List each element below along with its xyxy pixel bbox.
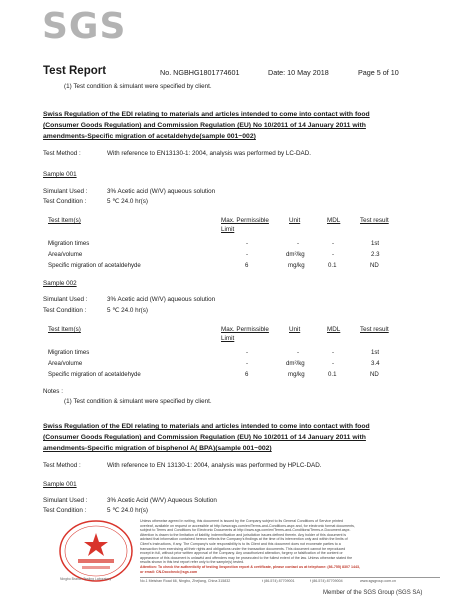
footer-fax: f (86-574) 87709004 [310,579,343,583]
sgs-logo: SGS [42,6,127,47]
simulant-label: Simulant Used : [43,497,88,504]
section2-heading [43,421,423,454]
heading-line: amendments-Specific migration of bisphenol A( BPA)(sample 001~002) [43,445,272,452]
footer-attention-email: or email: CN.Doccheck@sgs.com [140,569,198,574]
cell-result: 2.3 [371,251,380,258]
notes-label: Notes : [43,388,63,395]
cell-item: Migration times [48,240,90,247]
simulant-value: 3% Acetic Acid (W/V) Aqueous Solution [107,497,217,504]
method-label: Test Method : [43,462,81,469]
footer-line: advised that information contained hereon reflects the Company's findings at the time of its intervention only and within the limits of [140,537,348,542]
cell-item: Specific migration of acetaldehyde [48,371,141,378]
cell-result: ND [370,262,379,269]
condition-value: 5 ℃ 24.0 hr(s) [107,307,149,314]
cell-mpl: 6 [245,371,249,378]
footer-line: except in full, without prior written approval of the Company. Any unauthorized alteration, forgery or falsification of the content or [140,551,343,556]
cell-mpl: 6 [245,262,249,269]
heading-line: (Consumer Goods Regulation) and Commission Regulation (EU) No 10/2011 of 14 January 2011 with [43,122,366,129]
cell-mdl: - [332,251,335,258]
cell-unit: dm²/kg [286,360,305,367]
sample-title: Sample 001 [43,481,77,488]
cell-unit: dm²/kg [286,251,305,258]
col-header-item: Test Item(s) [48,326,81,333]
footer-disclaimer [140,519,440,574]
footer-line: appearance of this document is unlawful and offenders may be prosecuted to the fullest extent of the law. Unless otherwise stated the [140,555,353,560]
heading-line: Swiss Regulation of the EDI relating to materials and articles intended to come into contact with food [43,423,370,430]
cell-unit: - [297,240,300,247]
col-header-mpl: Max. Permissible [221,217,269,224]
cell-mdl: - [332,349,335,356]
footer-divider [140,577,440,578]
cell-item: Migration times [48,349,90,356]
cell-unit: - [297,349,300,356]
cell-mpl: - [246,349,249,356]
report-date: Date: 10 May 2018 [268,68,329,77]
col-header-result: Test result [360,217,389,224]
simulant-label: Simulant Used : [43,188,88,195]
cell-mpl: - [246,251,249,258]
col-header-mpl: Max. Permissible [221,326,269,333]
condition-value: 5 ℃ 24.0 hr(s) [107,507,149,514]
heading-line: amendments-Specific migration of acetaldehyde(sample 001~002) [43,133,256,140]
section1-heading [43,109,423,142]
condition-label: Test Condition : [43,307,87,314]
footer-attention: Attention: To check the authenticity of testing /inspection report & certificate, please contact us at telephone: (86-755) 8307 1443, [140,564,361,569]
page-number: Page 5 of 10 [358,68,399,77]
report-title: Test Report [43,65,107,77]
cell-mpl: - [246,240,249,247]
method-label: Test Method : [43,150,81,157]
footer-tel: t (86-574) 87709001 [262,579,295,583]
method-value: With reference to EN13130-1: 2004, analysis was performed by LC-DAD. [107,150,312,157]
col-header-unit: Unit [289,326,301,333]
heading-line: (Consumer Goods Regulation) and Commission Regulation (EU) No 10/2011 of 14 January 2011 with [43,434,366,441]
cell-result: 3.4 [371,360,380,367]
footer-website: www.sgsgroup.com.cn [360,579,396,583]
cell-result: 1st [371,240,380,247]
heading-line: Swiss Regulation of the EDI relating to materials and articles intended to come into contact with food [43,111,370,118]
simulant-label: Simulant Used : [43,296,88,303]
cell-unit: mg/kg [288,262,305,269]
method-value: With reference to EN 13130-1: 2004, analysis was performed by HPLC-DAD. [107,462,322,469]
col-header-mpl-limit: Limit [221,335,235,342]
col-header-mpl-limit: Limit [221,226,235,233]
cell-unit: mg/kg [288,371,305,378]
col-header-unit: Unit [289,217,301,224]
col-header-result: Test result [360,326,389,333]
report-number: No. NGBHG1801774601 [160,68,240,77]
col-header-item: Test Item(s) [48,217,81,224]
cell-item: Area/volume [48,360,83,367]
sample-title: Sample 001 [43,171,77,178]
cell-mdl: 0.1 [328,262,337,269]
cell-mdl: 0.1 [328,371,337,378]
footer-line: Client's instructions, if any. The Company's sole responsibility is to its Client and this document does not exonerate parties to a [140,541,341,546]
cell-mpl: - [246,360,249,367]
footer-address: No.1 Meishan Road 66, Ningbo, Zhejiang, China 315832 [140,579,231,583]
condition-value: 5 ℃ 24.0 hr(s) [107,198,149,205]
condition-label: Test Condition : [43,507,87,514]
col-header-mdl: MDL [327,326,341,333]
simulant-value: 3% Acetic acid (W/V) aqueous solution [107,188,216,195]
top-note: (1) Test condition & simulant were specified by client. [64,83,212,90]
notes-item: (1) Test condition & simulant were specified by client. [64,398,212,405]
simulant-value: 3% Acetic acid (W/V) aqueous solution [107,296,216,303]
sample-title: Sample 002 [43,280,77,287]
footer-line: subject to Terms and Conditions for Electronic Documents at http://www.sgs.com/en/Terms-and-Conditions/Terms-e-Document.aspx. [140,528,351,533]
footer-line: results shown in this test report refer only to the sample(s) tested. [140,560,245,565]
footer-line: overleaf, available on request or accessible at http://www.sgs.com/en/Terms-and-Conditions.aspx and, for electronic format documents, [140,523,355,528]
footer-line: Unless otherwise agreed in writing, this document is issued by the Company subject to its General Conditions of Service printed [140,519,343,523]
cell-result: ND [370,371,379,378]
cell-mdl: - [332,360,335,367]
cell-mdl: - [332,240,335,247]
condition-label: Test Condition : [43,198,87,205]
cell-item: Specific migration of acetaldehyde [48,262,141,269]
sgs-member-note: Member of the SGS Group (SGS SA) [323,590,423,596]
col-header-mdl: MDL [327,217,341,224]
footer-line: transaction from exercising all their rights and obligations under the transaction documents. This document cannot be reproduced [140,546,346,551]
cell-item: Area/volume [48,251,83,258]
seal-caption: Ningbo Branch Testing Laboratory [60,577,112,581]
footer-line: Attention is drawn to the limitation of liability, indemnification and jurisdiction issues defined therein. Any holder of this document is [140,532,347,537]
cell-result: 1st [371,349,380,356]
laboratory-seal [56,517,136,585]
